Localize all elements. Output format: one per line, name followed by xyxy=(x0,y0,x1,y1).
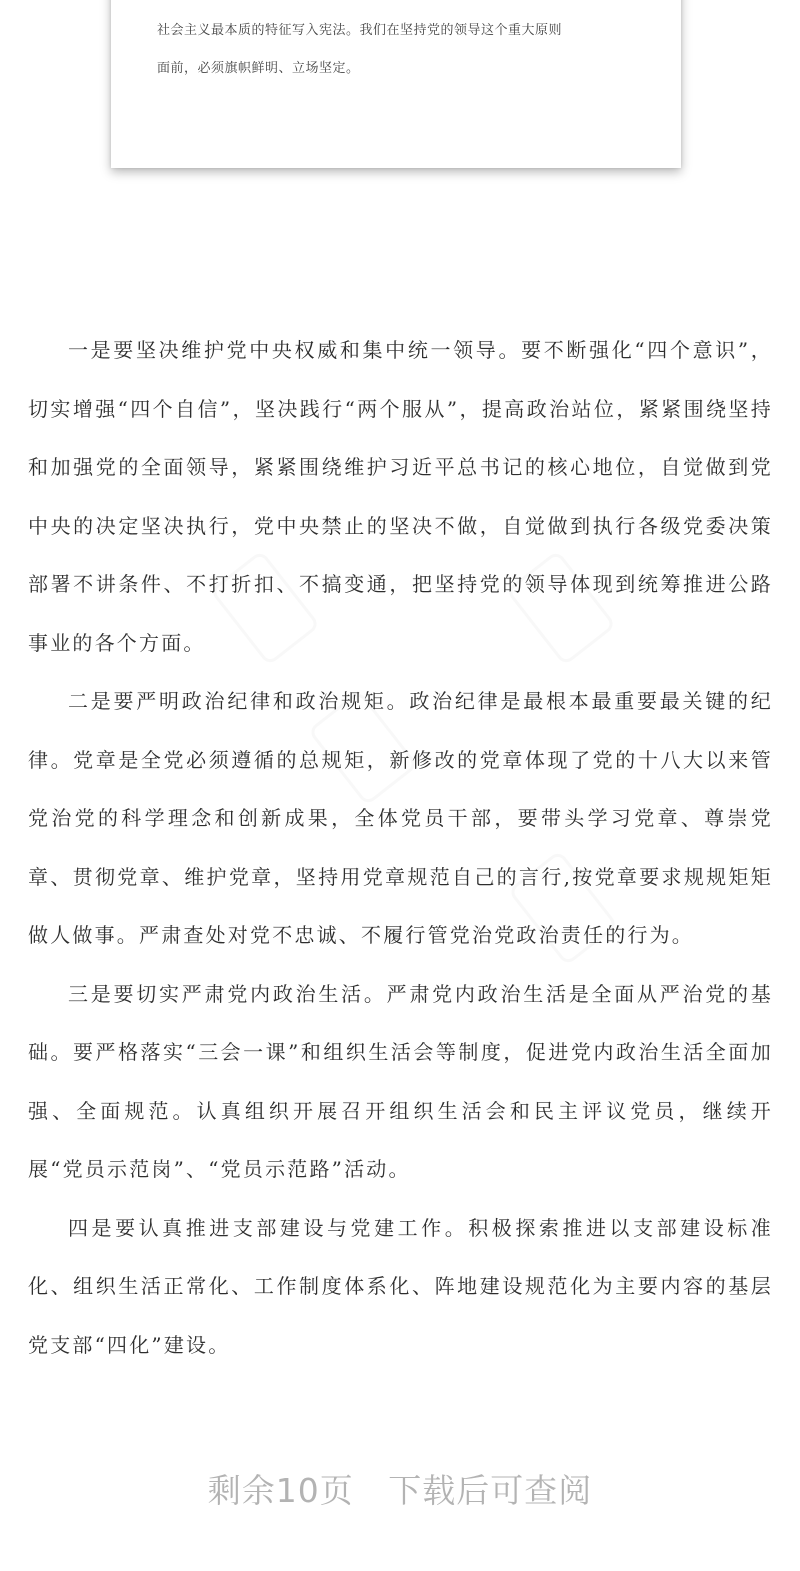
paragraph-2: 二是要严明政治纪律和政治规矩。政治纪律是最根本最重要最关键的纪律。党章是全党必须遵循的总规矩，新修改的党章体现了党的十八大以来管党治党的科学理念和创新成果，全体党员干部，要带头学习党章、尊崇党章、贯彻党章、维护党章，坚持用党章规范自己的言行,按党章要求规规矩矩做人做事。严肃查处对党不忠诚、不履行管党治党政治责任的行为。 xyxy=(28,689,773,947)
paragraph-1: 一是要坚决维护党中央权威和集中统一领导。要不断强化“四个意识”，切实增强“四个自信”，坚决践行“两个服从”，提高政治站位，紧紧围绕坚持和加强党的全面领导，紧紧围绕维护习近平总书记的核心地位，自觉做到党中央的决定坚决执行，党中央禁止的坚决不做，自觉做到执行各级党委决策部署不讲条件、不打折扣、不搞变通，把坚持党的领导体现到统筹推进公路事业的各个方面。 xyxy=(28,338,773,655)
remaining-pages-notice[interactable]: 剩余10页 下载后可查阅 xyxy=(207,1471,593,1510)
preview-line-2: 面前，必须旗帜鲜明、立场坚定。 xyxy=(157,61,360,76)
paragraph-4: 四是要认真推进支部建设与党建工作。积极探索推进以支部建设标准化、组织生活正常化、工作制度体系化、阵地建设规范化为主要内容的基层党支部“四化”建设。 xyxy=(28,1215,773,1357)
document-body xyxy=(28,321,773,1374)
preview-line-1: 社会主义最本质的特征写入宪法。我们在坚持党的领导这个重大原则 xyxy=(157,23,563,38)
preview-card xyxy=(111,0,681,168)
paragraph-3: 三是要切实严肃党内政治生活。严肃党内政治生活是全面从严治党的基础。要严格落实“三会一课”和组织生活会等制度，促进党内政治生活全面加强、全面规范。认真组织开展召开组织生活会和民主评议党员，继续开展“党员示范岗”、“党员示范路”活动。 xyxy=(28,981,773,1181)
